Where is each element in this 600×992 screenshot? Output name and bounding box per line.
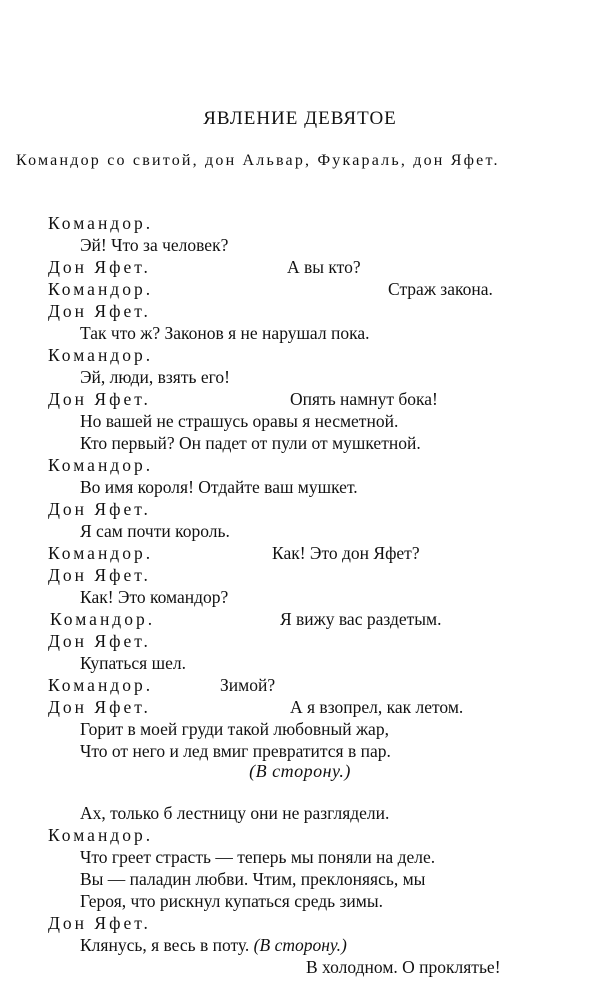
verse-line: В холодном. О проклятье!: [306, 957, 501, 977]
speaker-label: Дон Яфет.: [48, 631, 151, 651]
speaker-label: Командор.: [48, 213, 154, 233]
verse-line: Но вашей не страшусь оравы я несметной.: [80, 411, 399, 431]
speaker-label: Командор.: [50, 609, 156, 629]
verse-line: Эй, люди, взять его!: [80, 367, 230, 387]
verse-line: Что от него и лед вмиг превратится в пар.: [80, 741, 391, 761]
stage-direction: Командор со свитой, дон Альвар, Фукараль, дон Яфет.: [16, 152, 500, 169]
verse-line: Вы — паладин любви. Чтим, преклоняясь, мы: [80, 869, 426, 889]
verse-line: Кто первый? Он падет от пули от мушкетной.: [80, 433, 421, 453]
scene-title: ЯВЛЕНИЕ ДЕВЯТОЕ: [203, 108, 397, 129]
verse-line: Купаться шел.: [80, 653, 186, 673]
verse-line: Как! Это дон Яфет?: [272, 543, 420, 563]
verse-line: Так что ж? Законов я не нарушал пока.: [80, 323, 370, 343]
verse-line: Героя, что рискнул купаться средь зимы.: [80, 891, 384, 911]
verse-line-text: Клянусь, я весь в поту.: [80, 935, 250, 955]
speaker-label: Командор.: [48, 543, 154, 563]
verse-line: Во имя короля! Отдайте ваш мушкет.: [80, 477, 358, 497]
verse-line: Зимой?: [220, 675, 276, 695]
speaker-label: Командор.: [48, 455, 154, 475]
verse-line: Ах, только б лестницу они не разглядели.: [80, 803, 390, 823]
speaker-label: Командор.: [48, 675, 154, 695]
speaker-label: Командор.: [48, 279, 154, 299]
speaker-label: Дон Яфет.: [48, 697, 151, 717]
speaker-label: Дон Яфет.: [48, 257, 151, 277]
verse-line: [80, 934, 347, 956]
speaker-label: Дон Яфет.: [48, 499, 151, 519]
verse-line: А вы кто?: [287, 257, 361, 277]
verse-line: Горит в моей груди такой любовный жар,: [80, 719, 389, 739]
speaker-label: Командор.: [48, 825, 154, 845]
verse-line: Я вижу вас раздетым.: [280, 609, 442, 629]
verse-line: Я сам почти король.: [80, 521, 230, 541]
verse-line: Как! Это командор?: [80, 587, 229, 607]
inline-aside: (В сторону.): [253, 935, 347, 955]
verse-line: Страж закона.: [388, 279, 493, 299]
speaker-label: Дон Яфет.: [48, 301, 151, 321]
speaker-label: Дон Яфет.: [48, 565, 151, 585]
speaker-label: Дон Яфет.: [48, 389, 151, 409]
speaker-label: Дон Яфет.: [48, 913, 151, 933]
verse-line: Опять намнут бока!: [290, 389, 438, 409]
verse-line: Эй! Что за человек?: [80, 235, 229, 255]
verse-line: А я взопрел, как летом.: [290, 697, 464, 717]
verse-line: Что греет страсть — теперь мы поняли на деле.: [80, 847, 436, 867]
speaker-label: Командор.: [48, 345, 154, 365]
aside-direction: (В сторону.): [249, 761, 351, 781]
